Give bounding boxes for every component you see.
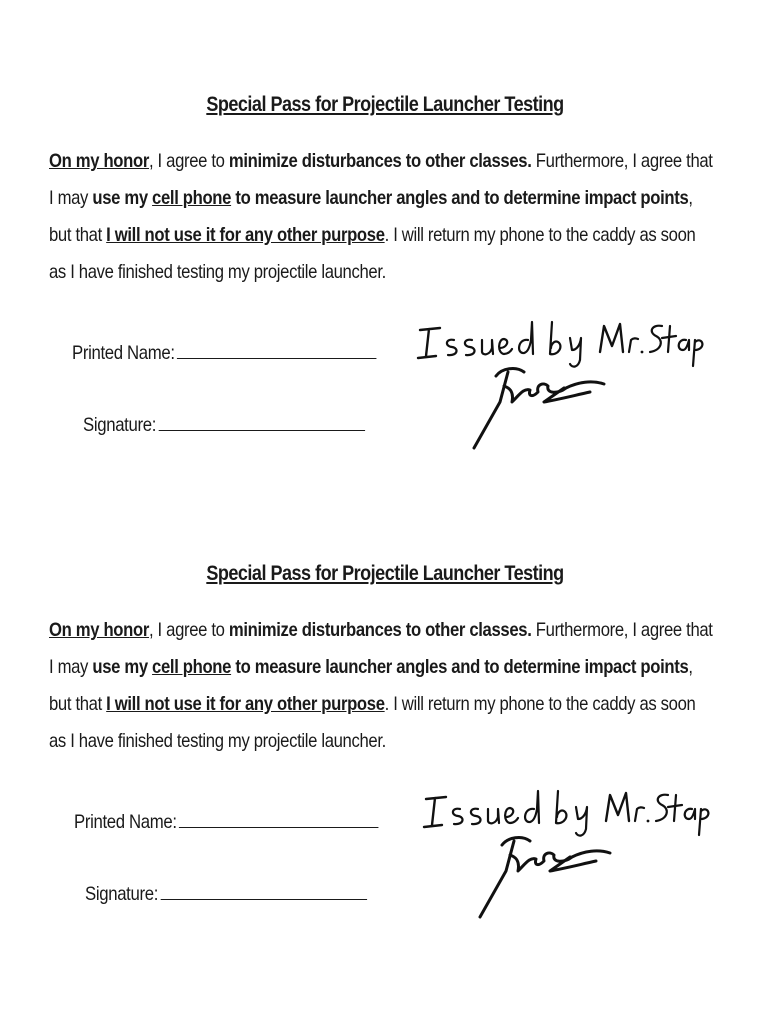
honor-phrase: On my honor <box>49 150 149 172</box>
honor-phrase: On my honor <box>49 619 149 641</box>
signature-label: Signature: <box>85 883 159 905</box>
printed-name-line[interactable] <box>179 808 379 828</box>
no-other-use-phrase: I will not use it for any other purpose <box>106 693 385 715</box>
signature-field[interactable] <box>85 880 367 906</box>
cell-phone-phrase: cell phone <box>152 187 232 209</box>
no-other-use-phrase: I will not use it for any other purpose <box>106 224 385 246</box>
signature-line[interactable] <box>161 880 367 900</box>
signature-line[interactable] <box>159 411 365 431</box>
signature-field[interactable] <box>83 411 365 437</box>
printed-name-line[interactable] <box>177 339 377 359</box>
special-pass-2 <box>0 562 770 962</box>
pass-statement: On my honor, I agree to minimize disturbances to other classes. Furthermore, I agree that I may use my cell phone to measure launcher angles and to determine impact points, but that I will not use it for any other purpose. I will return my phone to the caddy as soon as I have finished testing my projectile launcher. <box>49 619 713 752</box>
printed-name-label: Printed Name: <box>72 342 175 364</box>
cell-phone-phrase: cell phone <box>152 656 232 678</box>
issued-by-handwriting <box>412 318 712 458</box>
pass-title: Special Pass for Projectile Launcher Testing <box>206 562 564 585</box>
issued-by-handwriting <box>418 787 718 927</box>
pass-title: Special Pass for Projectile Launcher Testing <box>206 93 564 116</box>
printed-name-field[interactable] <box>72 339 377 365</box>
pass-statement: On my honor, I agree to minimize disturbances to other classes. Furthermore, I agree that I may use my cell phone to measure launcher angles and to determine impact points, but that I will not use it for any other purpose. I will return my phone to the caddy as soon as I have finished testing my projectile launcher. <box>49 150 713 283</box>
special-pass-1 <box>0 93 770 493</box>
printed-name-field[interactable] <box>74 808 379 834</box>
printed-name-label: Printed Name: <box>74 811 177 833</box>
signature-label: Signature: <box>83 414 157 436</box>
